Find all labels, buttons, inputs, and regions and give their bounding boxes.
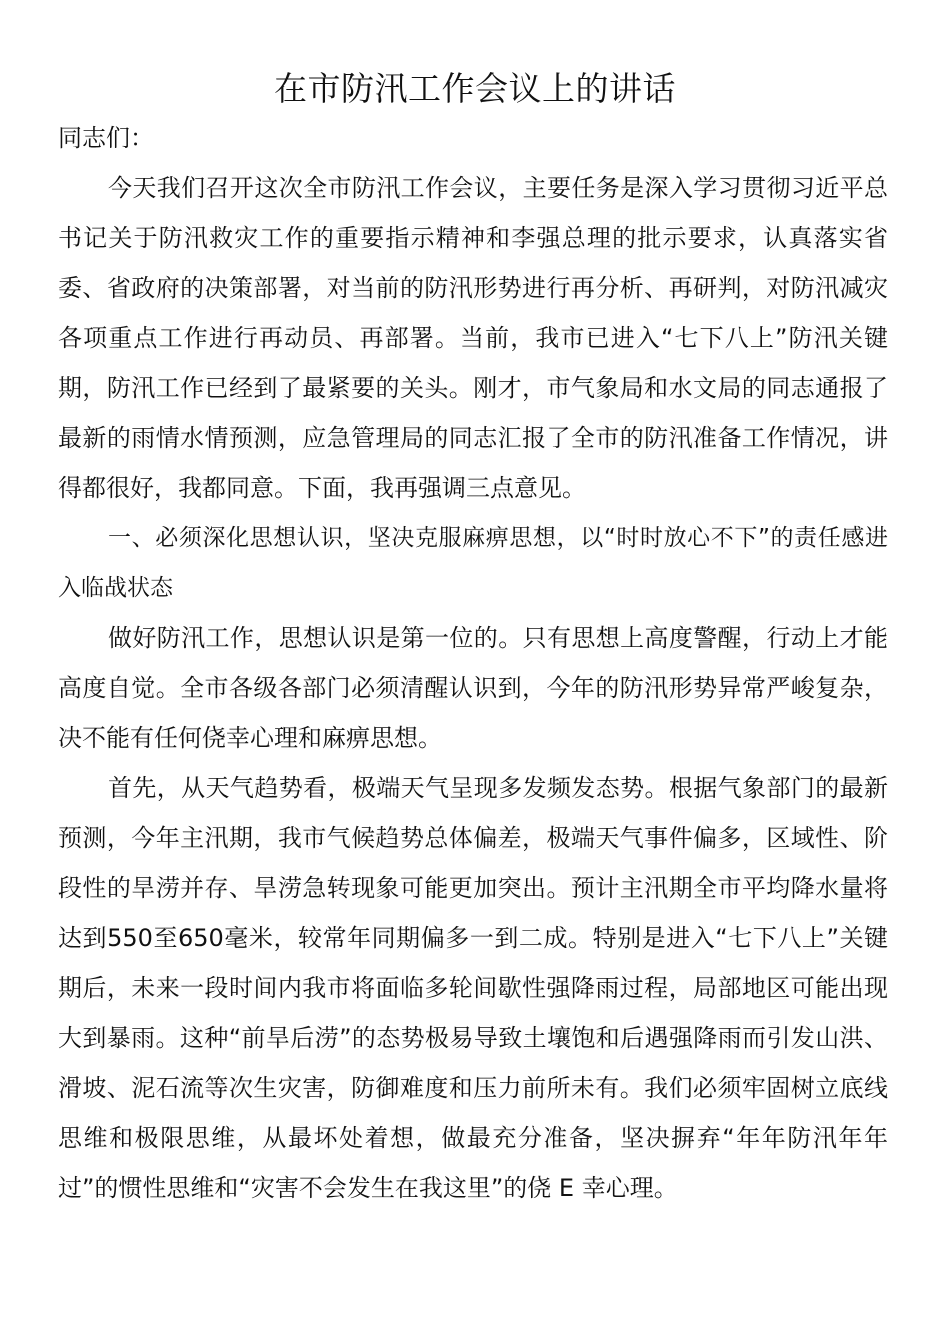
paragraph-intro: 今天我们召开这次全市防汛工作会议，主要任务是深入学习贯彻习近平总书记关于防汛救灾工作的重要指示精神和李强总理的批示要求，认真落实省委、省政府的决策部署，对当前的防汛形势进行再分析、再研判，对防汛减灾各项重点工作进行再动员、再部署。当前，我市已进入“七下八上”防汛关键期，防汛工作已经到了最紧要的关头。刚才，市气象局和水文局的同志通报了最新的雨情水情预测，应急管理局的同志汇报了全市的防汛准备工作情况，讲得都很好，我都同意。下面，我再强调三点意见。: [58, 174, 888, 502]
paragraph-awareness: 做好防汛工作，思想认识是第一位的。只有思想上高度警醒，行动上才能高度自觉。全市各级各部门必须清醒认识到，今年的防汛形势异常严峻复杂，决不能有任何侥幸心理和麻痹思想。: [58, 624, 888, 752]
paragraph-weather-trend: 首先，从天气趋势看，极端天气呈现多发频发态势。根据气象部门的最新预测，今年主汛期，我市气候趋势总体偏差，极端天气事件偏多，区域性、阶段性的旱涝并存、旱涝急转现象可能更加突出。预计主汛期全市平均降水量将达到550至650毫米，较常年同期偏多一到二成。特别是进入“七下八上”关键期后，未来一段时间内我市将面临多轮间歇性强降雨过程，局部地区可能出现大到暴雨。这种“前旱后涝”的态势极易导致土壤饱和后遇强降雨而引发山洪、滑坡、泥石流等次生灾害，防御难度和压力前所未有。我们必须牢固树立底线思维和极限思维，从最坏处着想，做最充分准备，坚决摒弃“年年防汛年年过”的惯性思维和“灾害不会发生在我这里”的侥 E 幸心理。: [58, 774, 888, 1202]
document-title: 在市防汛工作会议上的讲话: [274, 69, 676, 108]
document-body: [58, 163, 888, 1213]
salutation: 同志们：: [58, 124, 154, 152]
section-heading-1: 一、必须深化思想认识，坚决克服麻痹思想，以“时时放心不下”的责任感进入临战状态: [58, 525, 888, 601]
